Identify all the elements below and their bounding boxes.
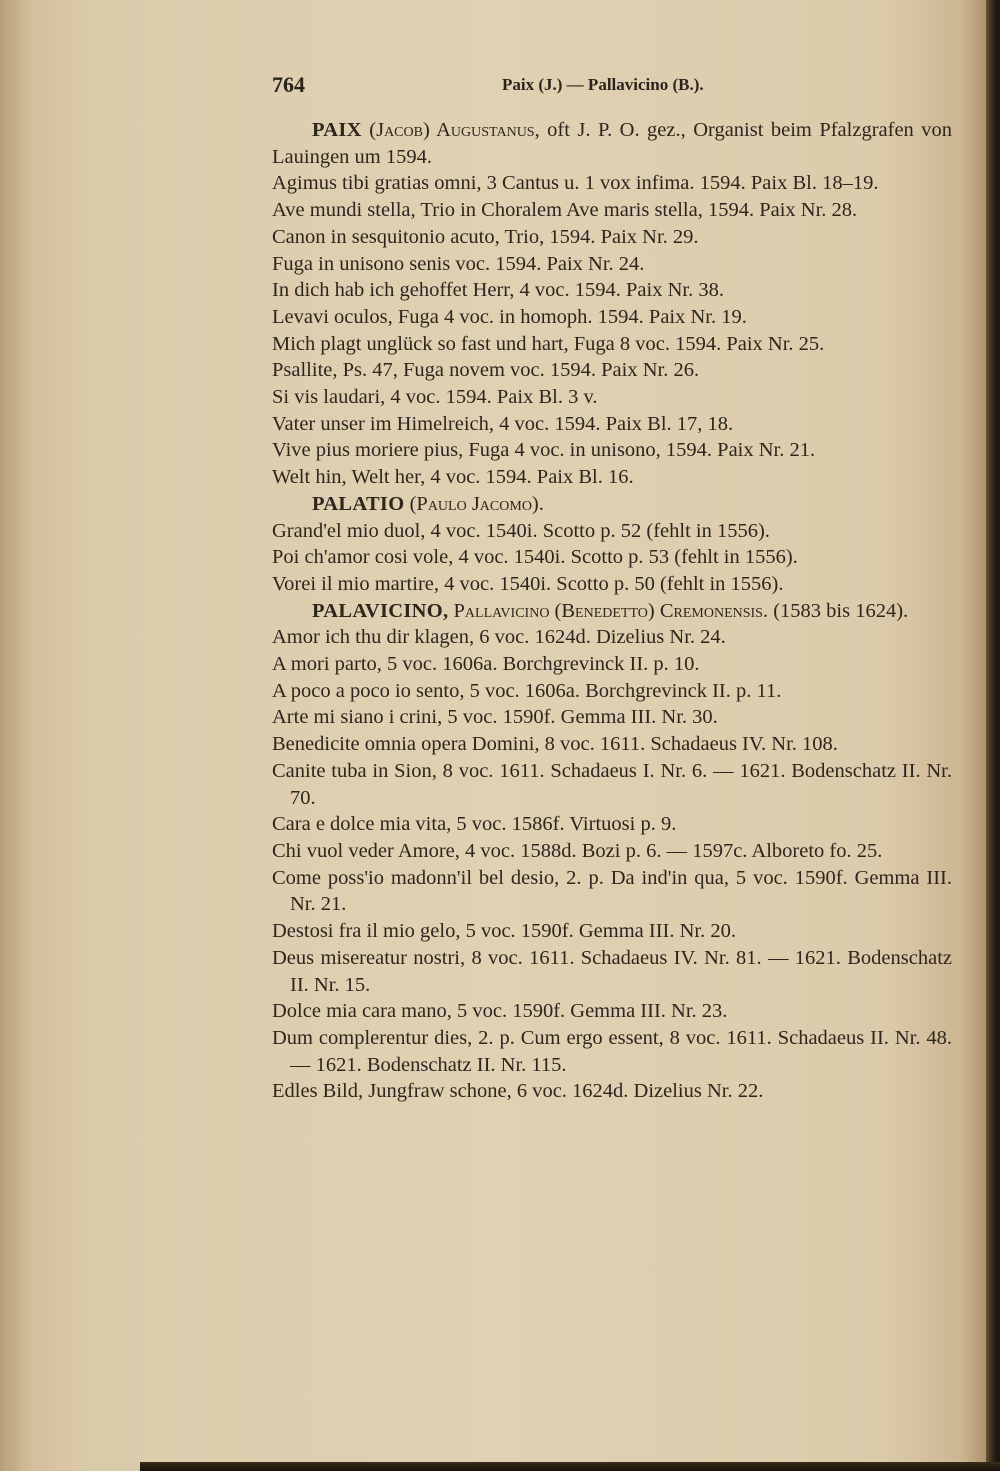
composer-name: PALATIO xyxy=(312,492,405,515)
work-entry: Amor ich thu dir klagen, 6 voc. 1624d. Dizelius Nr. 24. xyxy=(272,626,726,649)
work-entry: Fuga in unisono senis voc. 1594. Paix Nr. 24. xyxy=(272,252,645,275)
composer-name: PAIX xyxy=(312,119,362,141)
work-entry: Dolce mia cara mano, 5 voc. 1590f. Gemma III. Nr. 23. xyxy=(272,1000,728,1023)
work-entry: Poi ch'amor cosi vole, 4 voc. 1540i. Scotto p. 53 (fehlt in 1556). xyxy=(272,546,798,569)
work-entry: Edles Bild, Jungfraw schone, 6 voc. 1624d. Dizelius Nr. 22. xyxy=(272,1080,764,1103)
work-entry: Vater unser im Himelreich, 4 voc. 1594. Paix Bl. 17, 18. xyxy=(272,412,734,435)
work-entry: Psallite, Ps. 47, Fuga novem voc. 1594. Paix Nr. 26. xyxy=(272,359,700,382)
page-binding-edge xyxy=(986,0,1000,1471)
work-entry: Vorei il mio martire, 4 voc. 1540i. Scotto p. 50 (fehlt in 1556). xyxy=(272,572,784,595)
work-entry: Come poss'io madonn'il bel desio, 2. p. Da ind'in qua, 5 voc. 1590f. Gemma III. Nr. 21. xyxy=(272,866,952,916)
work-entry: Vive pius moriere pius, Fuga 4 voc. in unisono, 1594. Paix Nr. 21. xyxy=(272,439,816,462)
running-head: Paix (J.) — Pallavicino (B.). xyxy=(502,75,704,94)
work-entry: Agimus tibi gratias omni, 3 Cantus u. 1 vox infima. 1594. Paix Bl. 18–19. xyxy=(272,172,879,195)
work-entry: Benedicite omnia opera Domini, 8 voc. 1611. Schadaeus IV. Nr. 108. xyxy=(272,733,838,756)
composer-name: PALAVICINO, xyxy=(312,599,449,622)
work-entry: Levavi oculos, Fuga 4 voc. in homoph. 1594. Paix Nr. 19. xyxy=(272,305,747,328)
work-entry: Arte mi siano i crini, 5 voc. 1590f. Gemma III. Nr. 30. xyxy=(272,706,718,729)
work-entry: Mich plagt unglück so fast und hart, Fuga 8 voc. 1594. Paix Nr. 25. xyxy=(272,332,825,355)
work-entry: Ave mundi stella, Trio in Choralem Ave maris stella, 1594. Paix Nr. 28. xyxy=(272,199,858,222)
work-entry: Chi vuol veder Amore, 4 voc. 1588d. Bozi p. 6. — 1597c. Alboreto fo. 25. xyxy=(272,839,883,862)
page-bottom-shadow xyxy=(140,1462,1000,1471)
work-entry: In dich hab ich gehoffet Herr, 4 voc. 1594. Paix Nr. 38. xyxy=(272,279,724,302)
composer-note: oft J. P. O. gez., Organist beim Pfalzgrafen von Lauingen um 1594. xyxy=(272,119,953,168)
work-entry: Canon in sesquitonio acuto, Trio, 1594. Paix Nr. 29. xyxy=(272,225,699,248)
work-entry: Destosi fra il mio gelo, 5 voc. 1590f. Gemma III. Nr. 20. xyxy=(272,920,737,943)
work-entry: Canite tuba in Sion, 8 voc. 1611. Schadaeus I. Nr. 6. — 1621. Bodenschatz II. Nr. 70. xyxy=(272,759,952,809)
page-number: 764 xyxy=(272,72,305,97)
work-entry: Welt hin, Welt her, 4 voc. 1594. Paix Bl. 16. xyxy=(272,466,634,489)
work-entry: Si vis laudari, 4 voc. 1594. Paix Bl. 3 v. xyxy=(272,386,598,409)
composer-heading xyxy=(272,117,952,170)
work-entry: Cara e dolce mia vita, 5 voc. 1586f. Virtuosi p. 9. xyxy=(272,813,677,836)
composer-heading xyxy=(272,598,952,625)
work-entry: A poco a poco io sento, 5 voc. 1606a. Borchgrevinck II. p. 11. xyxy=(272,679,782,702)
work-entry: Deus misereatur nostri, 8 voc. 1611. Schadaeus IV. Nr. 81. — 1621. Bodenschatz II. Nr. 15. xyxy=(272,946,952,996)
composer-heading xyxy=(272,491,952,518)
composer-fullname: (Paulo Jacomo). xyxy=(409,492,544,515)
composer-note: (1583 bis 1624). xyxy=(768,599,909,622)
composer-fullname: Pallavicino (Benedetto) Cremonensis. xyxy=(453,599,769,622)
composer-fullname: (Jacob) Augustanus, xyxy=(369,119,540,141)
work-entry: A mori parto, 5 voc. 1606a. Borchgrevinck II. p. 10. xyxy=(272,653,700,676)
work-entry: Grand'el mio duol, 4 voc. 1540i. Scotto p. 52 (fehlt in 1556). xyxy=(272,519,770,542)
entry-list xyxy=(272,117,952,1105)
page-header xyxy=(272,72,952,102)
work-entry: Dum complerentur dies, 2. p. Cum ergo essent, 8 voc. 1611. Schadaeus II. Nr. 48. — 1621. Bodenschatz II. Nr. 115. xyxy=(272,1026,952,1076)
